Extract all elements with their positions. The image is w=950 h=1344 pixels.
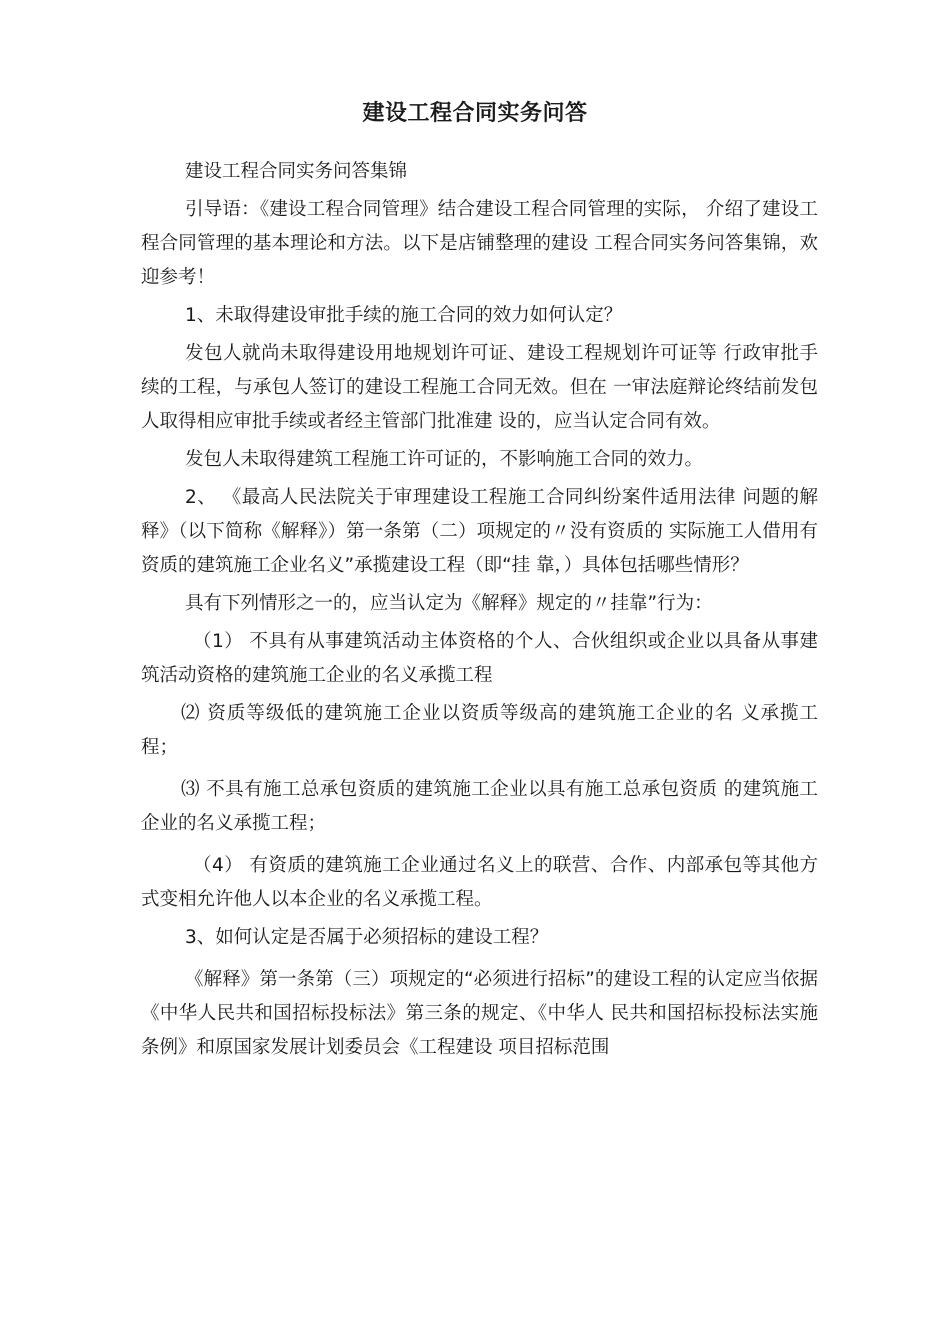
question-1-heading: 1、未取得建设审批手续的施工合同的效力如何认定？ (185, 305, 623, 326)
list-item-2: ⑵ 资质等级低的建筑施工企业以资质等级高的建筑施工企业的名 义承揽工程； (141, 703, 818, 758)
answer-1-paragraph: 发包人就尚未取得建设用地规划许可证、建设工程规划许可证等 行政审批手续的工程，与承包人签订的建设工程施工合同无效。但在 一审法庭辩论终结前发包人取得相应审批手续或者经主管部门批准建 设的，应当认定合同有效。 (141, 343, 818, 432)
list-item-4: （4） 有资质的建筑施工企业通过名义上的联营、合作、内部承包等其他方式变相允许他人以本企业的名义承揽工程。 (141, 855, 818, 910)
list-item-1: （1） 不具有从事建筑活动主体资格的个人、合伙组织或企业以具备从事建筑活动资格的建筑施工企业的名义承揽工程 (141, 631, 818, 686)
question-3-heading: 3、如何认定是否属于必须招标的建设工程？ (185, 927, 549, 948)
answer-3-paragraph: 《解释》第一条第（三）项规定的“必须进行招标”的建设工程的认定应当依据《中华人民共和国招标投标法》第三条的规定、《中华人 民共和国招标投标法实施条例》和原国家发展计划委员会《工程建设 项目招标范围 (141, 969, 818, 1058)
list-item-3: ⑶ 不具有施工总承包资质的建筑施工企业以具有施工总承包资质 的建筑施工企业的名义承揽工程； (141, 779, 818, 834)
intro-paragraph: 引导语：《建设工程合同管理》结合建设工程合同管理的实际， 介绍了建设工程合同管理的基本理论和方法。以下是店铺整理的建设 工程合同实务问答集锦，欢迎参考！ (141, 199, 818, 288)
document-body (141, 155, 818, 1065)
answer-1-note: 发包人未取得建筑工程施工许可证的，不影响施工合同的效力。 (185, 449, 704, 470)
answer-2-intro: 具有下列情形之一的，应当认定为《解释》规定的〃挂靠”行为： (185, 593, 713, 614)
question-2-heading: 2、 《最高人民法院关于审理建设工程施工合同纠纷案件适用法律 问题的解释》（以下简称《解释》）第一条第（二）项规定的〃没有资质的 实际施工人借用有资质的建筑施工企业名义”承揽建设工程（即“挂 靠，）具体包括哪些情形？ (141, 487, 818, 576)
subtitle-paragraph: 建设工程合同实务问答集锦 (185, 161, 408, 182)
document-title: 建设工程合同实务问答 (362, 101, 588, 126)
